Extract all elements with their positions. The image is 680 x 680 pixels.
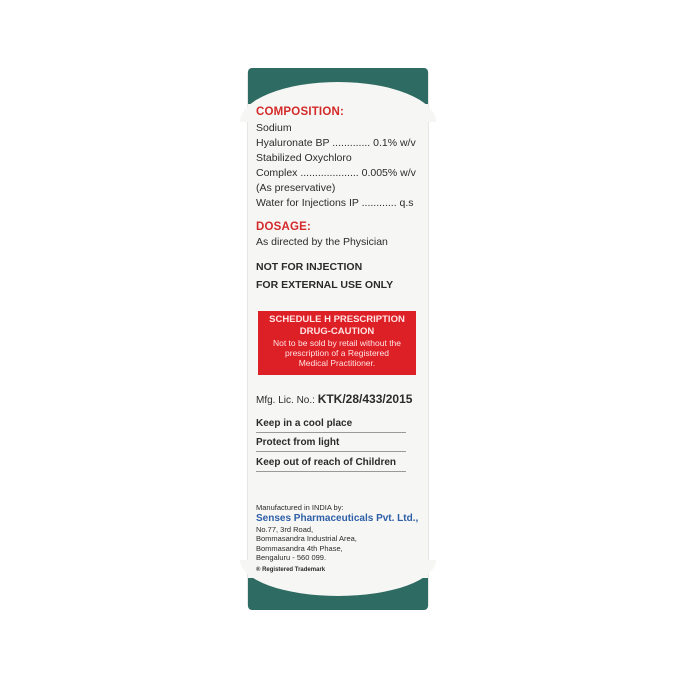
registered-trademark: ® Registered Trademark xyxy=(256,567,326,573)
label-content xyxy=(256,106,426,294)
composition-line: Sodium xyxy=(256,122,292,134)
composition-line: Complex .................... 0.005% w/v xyxy=(256,167,416,179)
composition-list xyxy=(256,121,426,211)
manufacturer-address: Bengaluru - 560 099. xyxy=(256,553,327,562)
composition-line: Water for Injections IP ............ q.s xyxy=(256,197,414,209)
caution-body-3: Medical Practitioner. xyxy=(298,358,376,368)
caution-box xyxy=(258,311,416,375)
mfg-license xyxy=(256,392,412,406)
manufacturer-intro: Manufactured in INDIA by: xyxy=(256,503,344,512)
manufacturer-company: Senses Pharmaceuticals Pvt. Ltd., xyxy=(256,512,419,524)
composition-line: Stabilized Oxychloro xyxy=(256,152,352,164)
composition-line: Hyaluronate BP ............. 0.1% w/v xyxy=(256,137,416,149)
caution-body-2: prescription of a Registered xyxy=(285,348,389,358)
dosage-text: As directed by the Physician xyxy=(256,236,388,248)
caution-title-2: DRUG-CAUTION xyxy=(299,326,375,337)
not-for-injection: NOT FOR INJECTION xyxy=(256,261,363,273)
storage-instruction: Protect from light xyxy=(256,437,406,452)
composition-heading: COMPOSITION: xyxy=(256,106,345,118)
mfg-license-label: Mfg. Lic. No.: xyxy=(256,395,315,406)
storage-instruction: Keep out of reach of Children xyxy=(256,457,406,472)
caution-body-1: Not to be sold by retail without the xyxy=(272,338,402,348)
mfg-license-number: KTK/28/433/2015 xyxy=(317,392,413,406)
storage-instruction: Keep in a cool place xyxy=(256,418,406,433)
manufacturer-address: Bommasandra Industrial Area, xyxy=(256,534,357,543)
external-use-only: FOR EXTERNAL USE ONLY xyxy=(256,279,394,291)
dosage-heading: DOSAGE: xyxy=(256,221,312,233)
caution-title-1: SCHEDULE H PRESCRIPTION xyxy=(269,314,405,325)
manufacturer-block xyxy=(256,503,418,563)
manufacturer-address: No.77, 3rd Road, xyxy=(256,524,314,534)
manufacturer-address: Bommasandra 4th Phase, xyxy=(256,543,343,553)
composition-line: (As preservative) xyxy=(256,182,336,194)
